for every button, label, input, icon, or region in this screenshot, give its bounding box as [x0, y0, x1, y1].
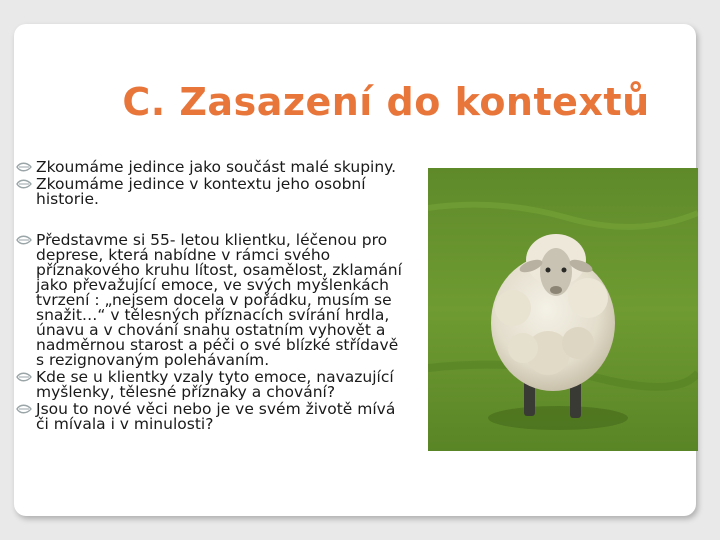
bullet-item: [16, 233, 406, 368]
bullet-text: Zkoumáme jedince jako součást malé skupiny.: [36, 158, 397, 176]
sheep-in-grass-photo: [428, 168, 698, 451]
slide-title: C. Zasazení do kontextů: [122, 80, 650, 124]
bullet-item: [16, 402, 406, 432]
leaf-bullet-icon: [16, 161, 32, 173]
leaf-bullet-icon: [16, 371, 32, 383]
bullet-text: Představme si 55- letou klientku, léčenou pro deprese, která nabídne v rámci svého příznakového kruhu lítost, osamělost, zklamání jako převažující emoce, ve svých myšlenkách tvrzení : „nejsem docela v pořádku, musím se snažit…“ v tělesných příznacích svírání hrdla, únavu a v chování snahu ostatním vyhovět a nadměrnou starost a péči o své blízké střídavě s rezignovaným polehávaním.: [36, 231, 402, 369]
leaf-bullet-icon: [16, 234, 32, 246]
bullet-item: [16, 177, 406, 207]
bullet-item: [16, 160, 406, 175]
bullet-text: Kde se u klientky vzaly tyto emoce, navazující myšlenky, tělesné příznaky a chování?: [36, 368, 394, 401]
bullet-text: Zkoumáme jedince v kontextu jeho osobní historie.: [36, 175, 366, 208]
leaf-bullet-icon: [16, 403, 32, 415]
bullet-item: [16, 370, 406, 400]
bullet-text: Jsou to nové věci nebo je ve svém životě mívá či mívala i v minulosti?: [36, 400, 396, 433]
leaf-bullet-icon: [16, 178, 32, 190]
bullet-list: [16, 160, 406, 434]
